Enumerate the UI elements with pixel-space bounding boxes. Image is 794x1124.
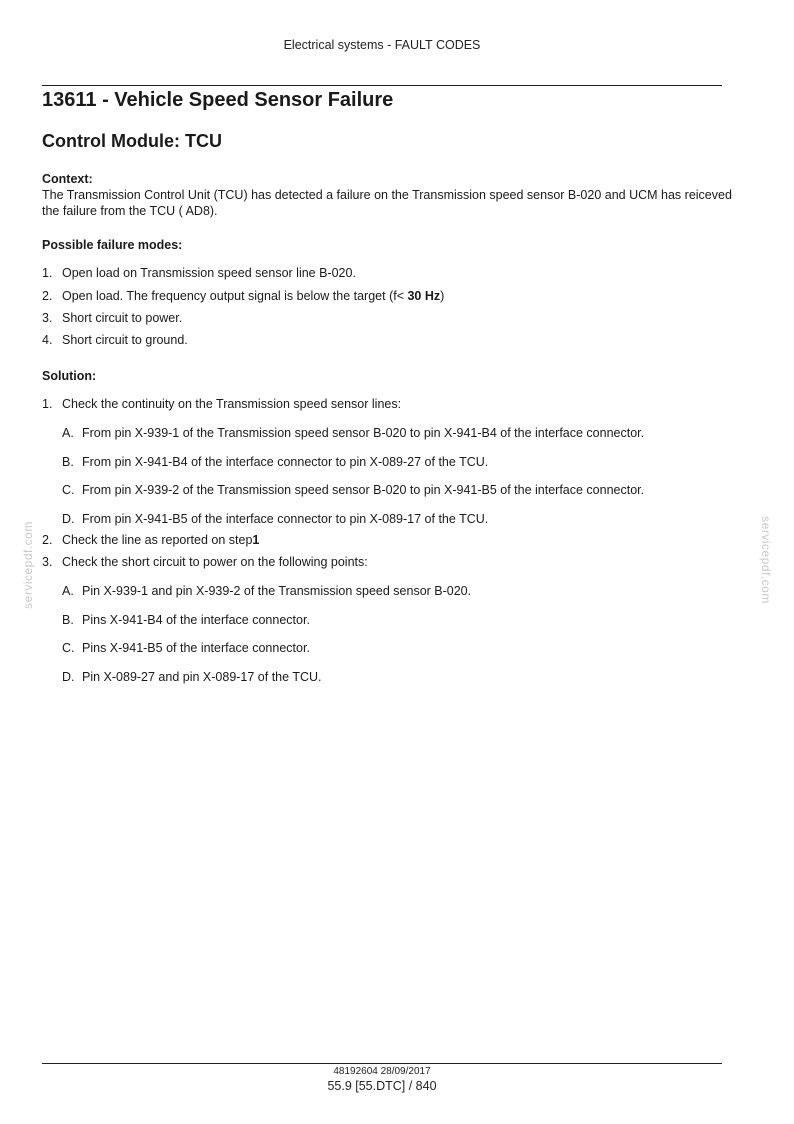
solution-substep-text: Pins X-941-B5 of the interface connector.: [82, 641, 310, 655]
failure-mode-text: [62, 289, 444, 303]
frequency-target: 30 Hz: [407, 289, 441, 303]
solution-step-text-main: Check the line as reported on step: [62, 533, 253, 547]
solution-step-text: [62, 533, 259, 547]
solution-substep-text: From pin X-941-B4 of the interface connector to pin X-089-27 of the TCU.: [82, 455, 489, 469]
failure-mode-number: 2.: [42, 289, 53, 303]
solution-substep-letter: A.: [62, 426, 74, 440]
solution-substep-text: Pins X-941-B4 of the interface connector.: [82, 613, 310, 627]
failure-mode-text-before: Open load. The frequency output signal is below the target (f<: [62, 289, 408, 303]
solution-substep-letter: C.: [62, 483, 75, 497]
failure-modes-label: Possible failure modes:: [42, 238, 183, 252]
step-reference: 1: [252, 533, 260, 547]
page-number: 55.9 [55.DTC] / 840: [327, 1079, 437, 1093]
watermark-left: servicepdf.com: [21, 521, 35, 609]
fault-title: 13611 - Vehicle Speed Sensor Failure: [42, 89, 394, 111]
solution-step-text: Check the short circuit to power on the following points:: [62, 555, 368, 569]
failure-mode-text: Short circuit to power.: [62, 311, 183, 325]
solution-step-number: 2.: [42, 533, 53, 547]
solution-substep-text: From pin X-939-2 of the Transmission speed sensor B-020 to pin X-941-B5 of the interface connector.: [82, 483, 645, 497]
solution-substep-letter: B.: [62, 613, 74, 627]
solution-substep-text: From pin X-941-B5 of the interface connector to pin X-089-17 of the TCU.: [82, 512, 489, 526]
solution-substep-text: From pin X-939-1 of the Transmission speed sensor B-020 to pin X-941-B4 of the interface connector.: [82, 426, 645, 440]
context-label: Context:: [42, 172, 93, 186]
failure-mode-number: 4.: [42, 333, 53, 347]
control-module-heading: Control Module: TCU: [42, 131, 222, 151]
solution-substep-letter: A.: [62, 584, 74, 598]
context-text: The Transmission Control Unit (TCU) has detected a failure on the Transmission speed sensor B-020 and UCM has reiceved the failure from the TCU ( AD8).: [42, 188, 732, 218]
solution-substep-letter: C.: [62, 641, 75, 655]
page-header: Electrical systems - FAULT CODES: [283, 38, 481, 52]
document-id: 48192604 28/09/2017: [333, 1066, 431, 1077]
failure-mode-text: Short circuit to ground.: [62, 333, 188, 347]
header-rule: [42, 85, 722, 86]
failure-mode-text-after: ): [440, 289, 445, 303]
solution-step-number: 3.: [42, 555, 53, 569]
solution-substep-text: Pin X-939-1 and pin X-939-2 of the Transmission speed sensor B-020.: [82, 584, 472, 598]
watermark-right: servicepdf.com: [759, 516, 773, 604]
solution-step-number: 1.: [42, 397, 53, 411]
solution-substep-letter: D.: [62, 512, 75, 526]
footer-rule: [42, 1063, 722, 1064]
solution-label: Solution:: [42, 369, 97, 383]
failure-mode-number: 1.: [42, 266, 53, 280]
solution-substep-letter: D.: [62, 670, 75, 684]
failure-mode-text: Open load on Transmission speed sensor line B-020.: [62, 266, 356, 280]
solution-substep-text: Pin X-089-27 and pin X-089-17 of the TCU.: [82, 670, 322, 684]
solution-substep-letter: B.: [62, 455, 74, 469]
failure-mode-number: 3.: [42, 311, 53, 325]
solution-step-text: Check the continuity on the Transmission speed sensor lines:: [62, 397, 402, 411]
